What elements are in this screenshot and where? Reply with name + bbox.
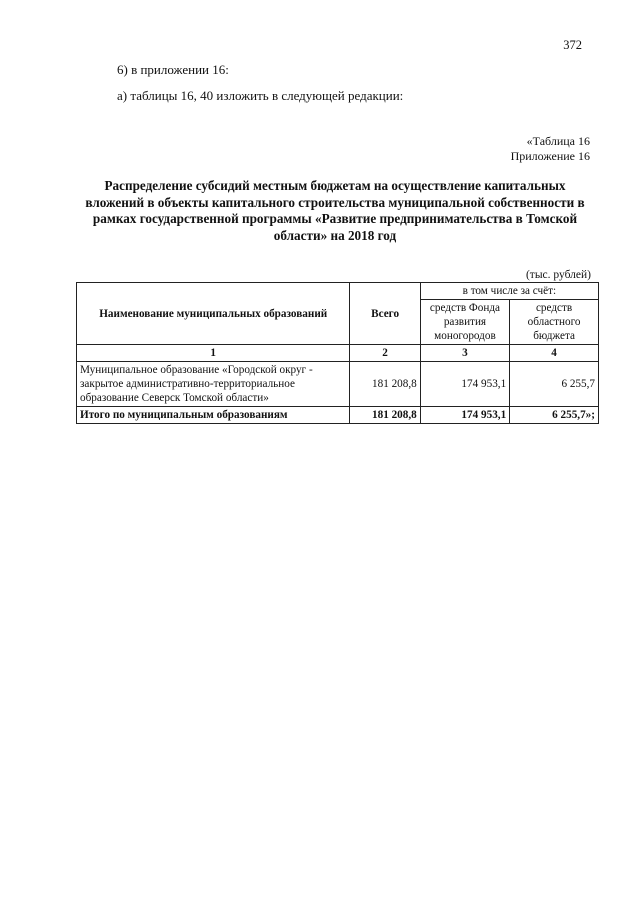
table-row <box>77 362 599 407</box>
column-number: 3 <box>420 345 509 362</box>
table-reference <box>511 134 590 164</box>
municipality-name: Муниципальное образование «Городской округ - закрытое административно-территориальное образование Северск Томской области» <box>77 362 350 407</box>
intro-line-appendix: 6) в приложении 16: <box>117 62 229 77</box>
column-number: 2 <box>350 345 420 362</box>
intro-line-instruction: а) таблицы 16, 40 изложить в следующей редакции: <box>117 88 404 103</box>
total-value: 181 208,8 <box>350 362 420 407</box>
header-name: Наименование муниципальных образований <box>77 283 350 345</box>
appendix-label: Приложение 16 <box>510 149 590 163</box>
totals-row <box>77 407 599 424</box>
subsidy-table <box>76 282 599 424</box>
regional-value: 6 255,7 <box>510 362 599 407</box>
table-label: «Таблица 16 <box>526 134 590 148</box>
column-number-row <box>77 345 599 362</box>
totals-regional: 6 255,7»; <box>510 407 599 424</box>
column-number: 1 <box>77 345 350 362</box>
document-title: Распределение субсидий местным бюджетам на осуществление капитальных вложений в объекты капитального строительства муниципальной собственности в рамках государственной программы «Развитие предпринимательства в Томской области» на 2018 год <box>85 178 585 243</box>
fund-value: 174 953,1 <box>420 362 509 407</box>
header-total: Всего <box>350 283 420 345</box>
totals-label: Итого по муниципальным образованиям <box>77 407 350 424</box>
header-row <box>77 283 599 300</box>
header-fund: средств Фонда развития моногородов <box>420 300 509 345</box>
totals-fund: 174 953,1 <box>420 407 509 424</box>
page-number: 372 <box>563 38 582 52</box>
header-group: в том числе за счёт: <box>420 283 598 300</box>
units-label: (тыс. рублей) <box>525 269 591 281</box>
column-number: 4 <box>510 345 599 362</box>
header-regional: средств областного бюджета <box>510 300 599 345</box>
totals-total: 181 208,8 <box>350 407 420 424</box>
